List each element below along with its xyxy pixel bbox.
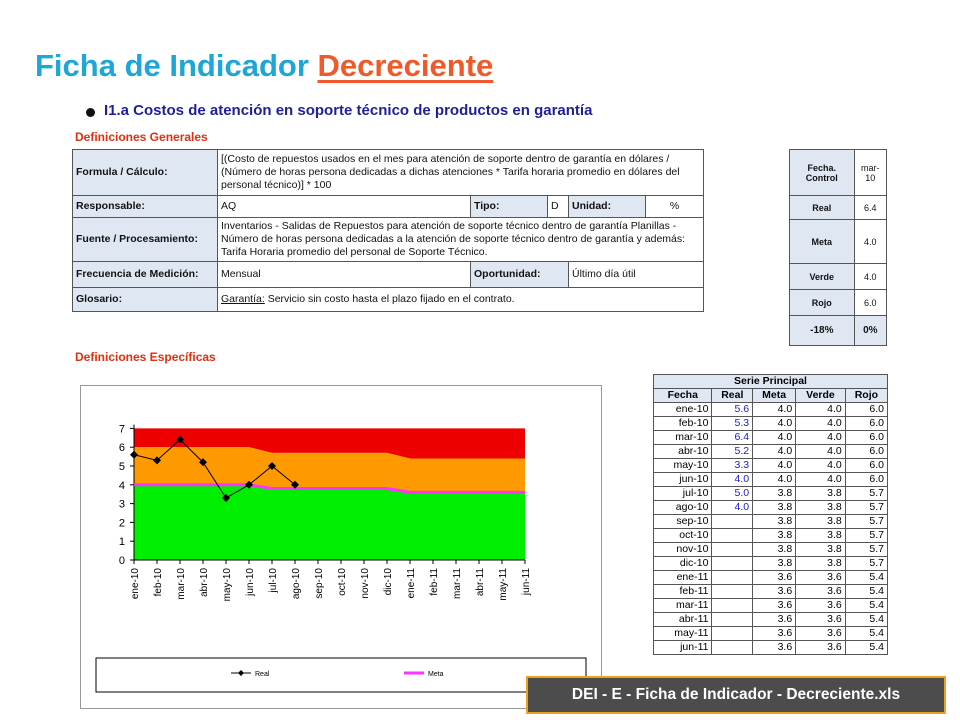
cell-meta: 4.0 bbox=[753, 417, 796, 431]
cell-real bbox=[712, 515, 753, 529]
cell-real: 5.2 bbox=[712, 445, 753, 459]
oportunidad-value: Último día útil bbox=[569, 262, 704, 288]
table-row bbox=[654, 445, 888, 459]
cell-meta: 3.8 bbox=[753, 529, 796, 543]
control-meta-label: Meta bbox=[790, 220, 855, 264]
cell-real: 5.6 bbox=[712, 403, 753, 417]
control-verde-value: 4.0 bbox=[854, 264, 886, 290]
col-header-rojo: Rojo bbox=[845, 389, 887, 403]
fuente-value: Inventarios - Salidas de Repuestos para atención de soporte técnico dentro de garantía Planillas - Número de horas persona dedicadas a la atención de soporte técnico dentro de garantía y además: Tarifa Horaria promedio del personal de Soporte Técnico. bbox=[218, 218, 704, 262]
table-row bbox=[654, 599, 888, 613]
cell-fecha: ene-10 bbox=[654, 403, 712, 417]
cell-fecha: may-11 bbox=[654, 627, 712, 641]
cell-rojo: 5.4 bbox=[845, 641, 887, 655]
x-tick-label: ene-11 bbox=[406, 568, 417, 599]
table-row bbox=[654, 501, 888, 515]
x-tick-label: jun-11 bbox=[521, 568, 532, 596]
legend-box bbox=[96, 658, 586, 692]
table-row bbox=[654, 515, 888, 529]
cell-rojo: 5.7 bbox=[845, 515, 887, 529]
cell-fecha: oct-10 bbox=[654, 529, 712, 543]
oportunidad-label: Oportunidad: bbox=[471, 262, 569, 288]
table-row bbox=[654, 529, 888, 543]
x-tick-label: jun-10 bbox=[245, 568, 256, 596]
x-tick-label: feb-10 bbox=[153, 568, 164, 597]
cell-fecha: abr-10 bbox=[654, 445, 712, 459]
cell-verde: 4.0 bbox=[796, 403, 846, 417]
col-header-verde: Verde bbox=[796, 389, 846, 403]
table-row bbox=[654, 641, 888, 655]
cell-fecha: may-10 bbox=[654, 459, 712, 473]
cell-verde: 3.8 bbox=[796, 529, 846, 543]
cell-real bbox=[712, 599, 753, 613]
table-row bbox=[654, 543, 888, 557]
cell-meta: 4.0 bbox=[753, 403, 796, 417]
x-tick-label: feb-11 bbox=[429, 568, 440, 596]
x-tick-label: ene-10 bbox=[130, 568, 141, 600]
cell-real bbox=[712, 557, 753, 571]
cell-fecha: feb-10 bbox=[654, 417, 712, 431]
cell-real bbox=[712, 641, 753, 655]
cell-meta: 4.0 bbox=[753, 459, 796, 473]
col-header-fecha: Fecha bbox=[654, 389, 712, 403]
cell-fecha: mar-11 bbox=[654, 599, 712, 613]
fecha-control-value: mar-10 bbox=[854, 150, 886, 196]
frecuencia-label: Frecuencia de Medición: bbox=[73, 262, 218, 288]
cell-real bbox=[712, 613, 753, 627]
cell-fecha: jun-10 bbox=[654, 473, 712, 487]
x-tick-label: abr-11 bbox=[475, 568, 486, 597]
control-real-value: 6.4 bbox=[854, 196, 886, 220]
cell-verde: 3.6 bbox=[796, 585, 846, 599]
cell-verde: 3.6 bbox=[796, 641, 846, 655]
cell-fecha: ago-10 bbox=[654, 501, 712, 515]
tipo-label: Tipo: bbox=[471, 196, 548, 218]
legend-real-label: Real bbox=[255, 671, 270, 678]
formula-value: [(Costo de repuestos usados en el mes para atención de soporte dentro de garantía en dólares / (Número de horas persona dedicadas a dichas atenciones * Tarifa horaria promedio en dólares del personal técnico)] * 100 bbox=[218, 150, 704, 196]
section-general-title: Definiciones Generales bbox=[75, 130, 208, 144]
table-row bbox=[654, 585, 888, 599]
table-row bbox=[654, 487, 888, 501]
cell-rojo: 5.7 bbox=[845, 557, 887, 571]
x-tick-label: mar-11 bbox=[452, 568, 463, 599]
cell-fecha: dic-10 bbox=[654, 557, 712, 571]
control-rojo-label: Rojo bbox=[790, 290, 855, 316]
indicator-title: I1.a Costos de atención en soporte técnico de productos en garantía bbox=[104, 102, 593, 119]
control-meta-value: 4.0 bbox=[854, 220, 886, 264]
cell-fecha: jun-11 bbox=[654, 641, 712, 655]
green-zone-area bbox=[134, 485, 525, 560]
cell-meta: 3.6 bbox=[753, 613, 796, 627]
table-row bbox=[654, 557, 888, 571]
cell-rojo: 6.0 bbox=[845, 445, 887, 459]
frecuencia-value: Mensual bbox=[218, 262, 471, 288]
cell-verde: 4.0 bbox=[796, 459, 846, 473]
control-pct-2: 0% bbox=[854, 316, 886, 346]
unidad-value: % bbox=[646, 196, 704, 218]
glosario-label: Glosario: bbox=[73, 288, 218, 312]
table-row bbox=[654, 571, 888, 585]
table-row bbox=[654, 431, 888, 445]
cell-verde: 3.6 bbox=[796, 599, 846, 613]
cell-verde: 4.0 bbox=[796, 473, 846, 487]
cell-rojo: 5.4 bbox=[845, 571, 887, 585]
x-tick-label: abr-10 bbox=[199, 568, 210, 597]
cell-rojo: 5.4 bbox=[845, 627, 887, 641]
table-row bbox=[654, 613, 888, 627]
table-row bbox=[654, 417, 888, 431]
file-name-banner: DEI - E - Ficha de Indicador - Decreciente.xls bbox=[526, 676, 946, 714]
cell-real bbox=[712, 585, 753, 599]
cell-verde: 3.8 bbox=[796, 543, 846, 557]
cell-rojo: 5.7 bbox=[845, 529, 887, 543]
col-header-meta: Meta bbox=[753, 389, 796, 403]
cell-real: 3.3 bbox=[712, 459, 753, 473]
control-rojo-value: 6.0 bbox=[854, 290, 886, 316]
x-tick-label: ago-10 bbox=[291, 568, 302, 600]
cell-meta: 4.0 bbox=[753, 431, 796, 445]
series-table-title: Serie Principal bbox=[654, 375, 888, 389]
cell-fecha: mar-10 bbox=[654, 431, 712, 445]
x-tick-label: jul-10 bbox=[268, 568, 279, 593]
x-tick-label: dic-10 bbox=[383, 568, 394, 596]
cell-rojo: 6.0 bbox=[845, 417, 887, 431]
control-verde-label: Verde bbox=[790, 264, 855, 290]
cell-verde: 3.8 bbox=[796, 501, 846, 515]
cell-meta: 4.0 bbox=[753, 445, 796, 459]
table-row bbox=[654, 473, 888, 487]
legend-meta-label: Meta bbox=[428, 671, 444, 678]
cell-rojo: 6.0 bbox=[845, 431, 887, 445]
cell-real: 6.4 bbox=[712, 431, 753, 445]
cell-rojo: 5.4 bbox=[845, 613, 887, 627]
cell-verde: 4.0 bbox=[796, 445, 846, 459]
cell-rojo: 5.7 bbox=[845, 543, 887, 557]
x-tick-label: sep-10 bbox=[314, 568, 325, 599]
fecha-control-label: Fecha. Control bbox=[790, 150, 855, 196]
control-pct-1: -18% bbox=[790, 316, 855, 346]
page-title bbox=[35, 48, 493, 84]
y-tick-label: 5 bbox=[118, 461, 125, 473]
y-tick-label: 3 bbox=[118, 498, 125, 511]
x-tick-label: may-10 bbox=[222, 568, 233, 602]
table-row bbox=[654, 627, 888, 641]
responsable-value: AQ bbox=[218, 196, 471, 218]
x-tick-label: mar-10 bbox=[176, 568, 187, 600]
cell-rojo: 5.4 bbox=[845, 599, 887, 613]
cell-real: 4.0 bbox=[712, 473, 753, 487]
line-chart bbox=[81, 386, 601, 708]
formula-label: Formula / Cálculo: bbox=[73, 150, 218, 196]
cell-meta: 3.8 bbox=[753, 487, 796, 501]
y-tick-label: 2 bbox=[118, 517, 125, 530]
cell-rojo: 6.0 bbox=[845, 459, 887, 473]
table-row bbox=[654, 403, 888, 417]
cell-verde: 3.6 bbox=[796, 613, 846, 627]
y-tick-label: 6 bbox=[118, 442, 125, 455]
cell-real: 5.3 bbox=[712, 417, 753, 431]
cell-real: 4.0 bbox=[712, 501, 753, 515]
cell-real bbox=[712, 627, 753, 641]
cell-verde: 3.6 bbox=[796, 627, 846, 641]
tipo-value: D bbox=[548, 196, 569, 218]
cell-meta: 3.6 bbox=[753, 571, 796, 585]
cell-meta: 3.8 bbox=[753, 543, 796, 557]
cell-real bbox=[712, 529, 753, 543]
cell-fecha: abr-11 bbox=[654, 613, 712, 627]
cell-real bbox=[712, 543, 753, 557]
chart-panel bbox=[80, 385, 602, 709]
bullet-icon bbox=[86, 108, 95, 117]
cell-meta: 4.0 bbox=[753, 473, 796, 487]
y-tick-label: 7 bbox=[118, 423, 125, 436]
cell-rojo: 5.4 bbox=[845, 585, 887, 599]
cell-rojo: 6.0 bbox=[845, 473, 887, 487]
x-tick-label: oct-10 bbox=[337, 568, 348, 596]
cell-verde: 4.0 bbox=[796, 431, 846, 445]
cell-verde: 3.8 bbox=[796, 487, 846, 501]
glosario-value bbox=[218, 288, 704, 312]
cell-meta: 3.6 bbox=[753, 641, 796, 655]
y-tick-label: 1 bbox=[118, 536, 125, 549]
control-table bbox=[789, 149, 887, 346]
cell-real bbox=[712, 571, 753, 585]
definitions-table bbox=[72, 149, 704, 312]
cell-rojo: 6.0 bbox=[845, 403, 887, 417]
unidad-label: Unidad: bbox=[569, 196, 646, 218]
cell-real: 5.0 bbox=[712, 487, 753, 501]
responsable-label: Responsable: bbox=[73, 196, 218, 218]
cell-rojo: 5.7 bbox=[845, 487, 887, 501]
cell-meta: 3.6 bbox=[753, 599, 796, 613]
page-title-accent: Decreciente bbox=[317, 48, 494, 83]
glosario-text: Servicio sin costo hasta el plazo fijado en el contrato. bbox=[264, 293, 515, 305]
cell-fecha: sep-10 bbox=[654, 515, 712, 529]
cell-fecha: jul-10 bbox=[654, 487, 712, 501]
table-row bbox=[654, 459, 888, 473]
fuente-label: Fuente / Procesamiento: bbox=[73, 218, 218, 262]
y-tick-label: 0 bbox=[118, 555, 125, 567]
series-table bbox=[653, 374, 888, 655]
page-title-main: Ficha de Indicador bbox=[35, 48, 318, 83]
cell-meta: 3.6 bbox=[753, 627, 796, 641]
cell-meta: 3.6 bbox=[753, 585, 796, 599]
cell-verde: 3.8 bbox=[796, 515, 846, 529]
col-header-real: Real bbox=[712, 389, 753, 403]
cell-meta: 3.8 bbox=[753, 515, 796, 529]
cell-meta: 3.8 bbox=[753, 557, 796, 571]
cell-meta: 3.8 bbox=[753, 501, 796, 515]
cell-fecha: nov-10 bbox=[654, 543, 712, 557]
cell-fecha: ene-11 bbox=[654, 571, 712, 585]
x-tick-label: may-11 bbox=[498, 568, 509, 601]
control-real-label: Real bbox=[790, 196, 855, 220]
glosario-term: Garantía: bbox=[221, 293, 265, 305]
cell-rojo: 5.7 bbox=[845, 501, 887, 515]
y-tick-label: 4 bbox=[118, 479, 125, 492]
cell-fecha: feb-11 bbox=[654, 585, 712, 599]
cell-verde: 3.8 bbox=[796, 557, 846, 571]
cell-verde: 3.6 bbox=[796, 571, 846, 585]
x-tick-label: nov-10 bbox=[360, 568, 371, 599]
section-specific-title: Definiciones Específicas bbox=[75, 350, 216, 364]
series-table-body bbox=[654, 403, 888, 655]
cell-verde: 4.0 bbox=[796, 417, 846, 431]
